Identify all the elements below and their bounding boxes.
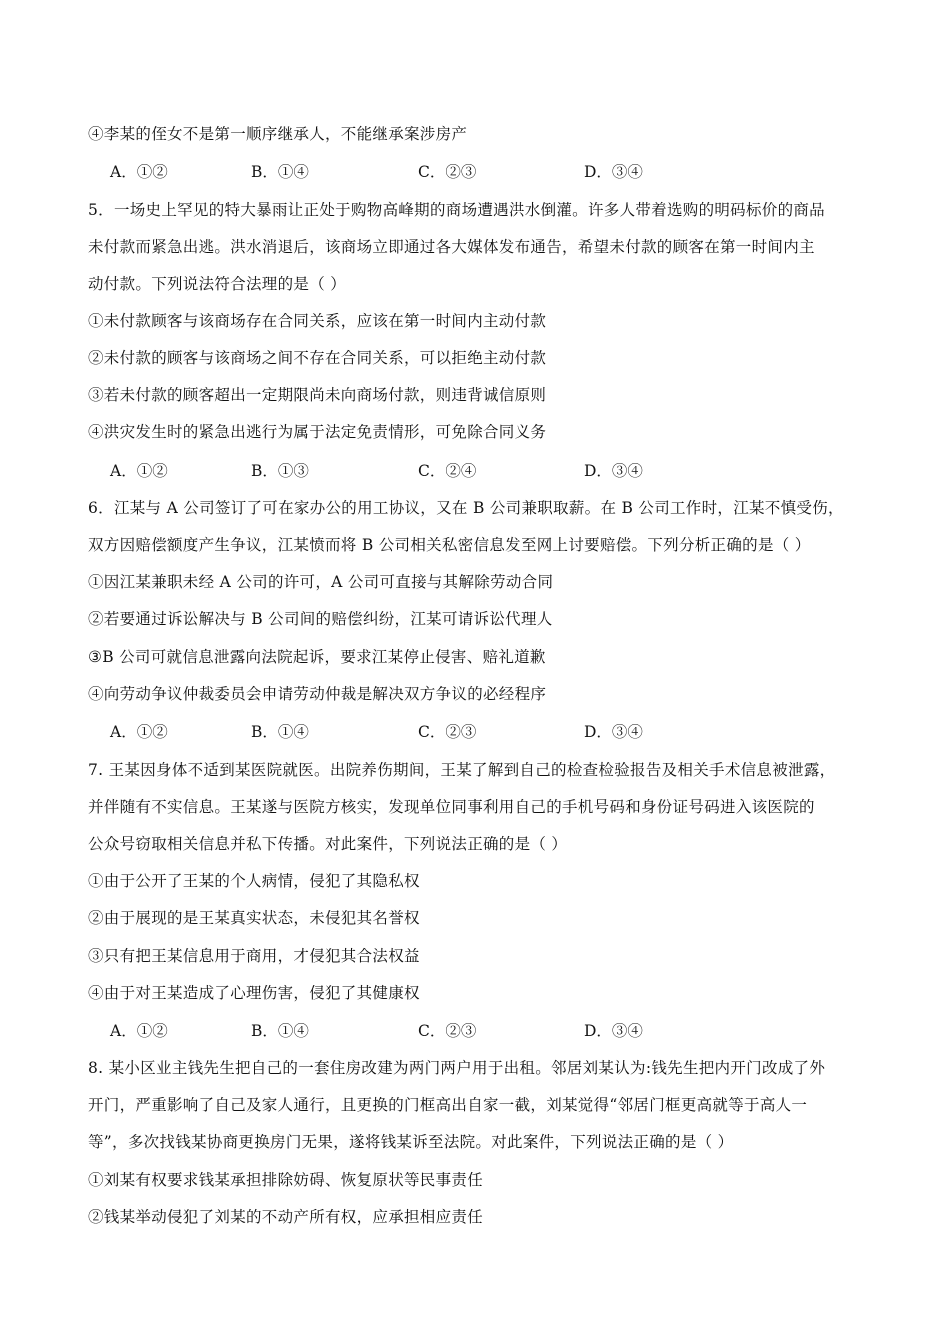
q8-option-2: ②钱某举动侵犯了刘某的不动产所有权，应承担相应责任 — [88, 1208, 484, 1226]
q5-option-3: ③若未付款的顾客超出一定期限尚未向商场付款，则违背诚信原则 — [88, 386, 547, 404]
q6-option-1: ①因江某兼职未经 A 公司的许可，A 公司可直接与其解除劳动合同 — [88, 573, 554, 591]
q7-option-2: ②由于展现的是王某真实状态，未侵犯其名誉权 — [88, 909, 420, 927]
q7-choice-a: A．①② — [110, 1022, 168, 1040]
q6-stem-line-1: 6．江某与 A 公司签订了可在家办公的用工协议，又在 B 公司兼职取薪。在 B 公司工作时，江某不慎受伤， — [88, 499, 844, 517]
q6-option-3: ③B 公司可就信息泄露向法院起诉，要求江某停止侵害、赔礼道歉 — [88, 648, 546, 666]
q5-option-2: ②未付款的顾客与该商场之间不存在合同关系，可以拒绝主动付款 — [88, 349, 547, 367]
q5-stem-line-2: 未付款而紧急出逃。洪水消退后，该商场立即通过各大媒体发布通告，希望未付款的顾客在第一时间内主 — [88, 238, 815, 256]
q7-choice-d: D．③④ — [584, 1022, 643, 1040]
q8-stem-line-2: 开门，严重影响了自己及家人通行，且更换的门框高出自家一截，刘某觉得“邻居门框更高就等于高人一 — [88, 1096, 808, 1114]
q7-choice-c: C．②③ — [418, 1022, 477, 1040]
q5-choice-c: C．②④ — [418, 462, 477, 480]
q5-choice-a: A．①② — [110, 462, 168, 480]
q6-choice-a: A．①② — [110, 723, 168, 741]
q6-option-2: ②若要通过诉讼解决与 B 公司间的赔偿纠纷，江某可请诉讼代理人 — [88, 610, 553, 628]
q6-choice-d: D．③④ — [584, 723, 643, 741]
q7-stem-line-2: 并伴随有不实信息。王某遂与医院方核实，发现单位同事利用自己的手机号码和身份证号码进入该医院的 — [88, 798, 815, 816]
q4-choices — [110, 162, 710, 182]
q6-choice-c: C．②③ — [418, 723, 477, 741]
q7-choices — [110, 1021, 710, 1041]
q5-option-1: ①未付款顾客与该商场存在合同关系，应该在第一时间内主动付款 — [88, 312, 547, 330]
q4-choice-a: A．①② — [110, 163, 168, 181]
q4-option-4: ④李某的侄女不是第一顺序继承人，不能继承案涉房产 — [88, 125, 468, 143]
q5-choice-b: B．①③ — [251, 462, 309, 480]
q8-option-1: ①刘某有权要求钱某承担排除妨碍、恢复原状等民事责任 — [88, 1171, 484, 1189]
q7-option-3: ③只有把王某信息用于商用，才侵犯其合法权益 — [88, 947, 420, 965]
q7-choice-b: B．①④ — [251, 1022, 309, 1040]
q4-choice-c: C．②③ — [418, 163, 477, 181]
q5-stem-line-3: 动付款。下列说法符合法理的是（ ） — [88, 275, 347, 293]
q5-choice-d: D．③④ — [584, 462, 643, 480]
q7-stem-line-1: 7. 王某因身体不适到某医院就医。出院养伤期间，王某了解到自己的检查检验报告及相关手术信息被泄露， — [88, 761, 836, 779]
q5-option-4: ④洪灾发生时的紧急出逃行为属于法定免责情形，可免除合同义务 — [88, 423, 547, 441]
q8-stem-line-1: 8. 某小区业主钱先生把自己的一套住房改建为两门两户用于出租。邻居刘某认为:钱先生把内开门改成了外 — [88, 1059, 826, 1077]
q5-choices — [110, 461, 710, 481]
q6-stem-line-2: 双方因赔偿额度产生争议，江某愤而将 B 公司相关私密信息发至网上讨要赔偿。下列分析正确的是（ ） — [88, 536, 811, 554]
q4-choice-d: D．③④ — [584, 163, 643, 181]
q6-option-4: ④向劳动争议仲裁委员会申请劳动仲裁是解决双方争议的必经程序 — [88, 685, 547, 703]
q6-choices — [110, 722, 710, 742]
q7-stem-line-3: 公众号窃取相关信息并私下传播。对此案件，下列说法正确的是（ ） — [88, 835, 568, 853]
q8-stem-line-3: 等”，多次找钱某协商更换房门无果，遂将钱某诉至法院。对此案件，下列说法正确的是（ ） — [88, 1133, 734, 1151]
q6-choice-b: B．①④ — [251, 723, 309, 741]
q4-choice-b: B．①④ — [251, 163, 309, 181]
q7-option-4: ④由于对王某造成了心理伤害，侵犯了其健康权 — [88, 984, 420, 1002]
q7-option-1: ①由于公开了王某的个人病情，侵犯了其隐私权 — [88, 872, 420, 890]
q5-stem-line-1: 5．一场史上罕见的特大暴雨让正处于购物高峰期的商场遭遇洪水倒灌。许多人带着选购的明码标价的商品 — [88, 201, 825, 219]
